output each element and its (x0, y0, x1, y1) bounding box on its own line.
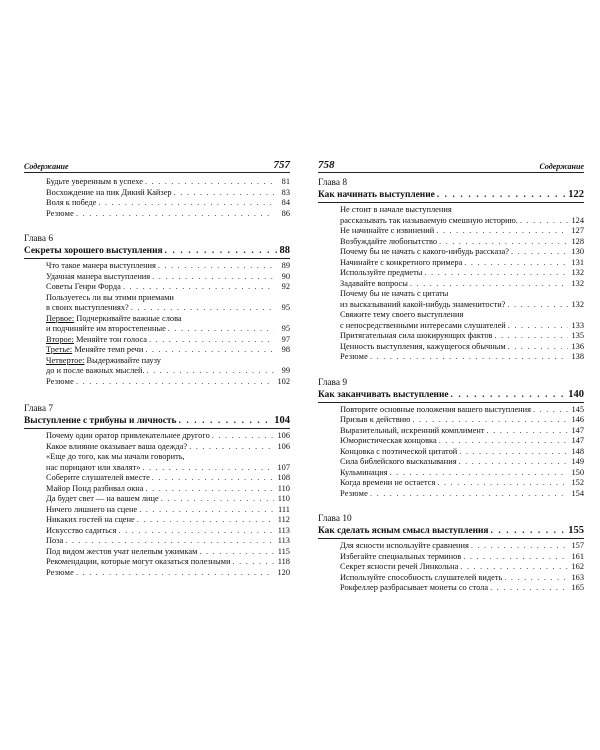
toc-entry: Концовка с поэтической цитатой . . . 148 (318, 447, 584, 458)
toc-entry: Будьте уверенным в успехе . . . 81 (24, 177, 290, 188)
toc-entry: Начинайте с конкретного примера . . . 131 (318, 258, 584, 269)
toc-entry-summary: Резюме . . . 138 (318, 352, 584, 363)
toc-entry: Когда времени не остается . . . 152 (318, 478, 584, 489)
toc-entry: Сила библейского высказывания . . . 149 (318, 457, 584, 468)
toc-entry: Почему один оратор привлекательнее другого . . . 106 (24, 431, 290, 442)
chapter-label: Глава 8 (318, 178, 348, 188)
chapter-label: Глава 7 (24, 404, 54, 414)
running-head-page-number: 758 (318, 159, 335, 171)
running-head-page-number: 757 (273, 159, 290, 171)
chapter-label: Глава 6 (24, 234, 54, 244)
chapter-title: Секреты хорошего выступления . . . 88 (24, 245, 290, 259)
toc-entry: Что такое манера выступления . . . 89 (24, 261, 290, 272)
toc-entry-multiline: Четвертое: Выдерживайте паузу до и после важных мыслей. . . . 99 (24, 356, 290, 377)
toc-entry: Восхождение на пик Дикий Кайзер . . . 83 (24, 188, 290, 199)
toc-entry: Призыв к действию . . . 146 (318, 415, 584, 426)
chapter-title: Как начинать выступление . . . 122 (318, 189, 584, 203)
toc-entry-summary: Резюме . . . 86 (24, 209, 290, 220)
toc-entry: Для ясности используйте сравнения . . . 157 (318, 541, 584, 552)
toc-entry-summary: Резюме . . . 120 (24, 568, 290, 579)
toc-entry: Ничего лишнего на сцене . . . 111 (24, 505, 290, 516)
toc-entry: Кульминация . . . 150 (318, 468, 584, 479)
toc-entry: Какое влияние оказывает ваша одежда? . . . 106 (24, 442, 290, 453)
toc-entry: Используйте способность слушателей видеть . . . 163 (318, 573, 584, 584)
toc-entry-multiline: Пользуетесь ли вы этими приемами в своих выступлениях? . . . 95 (24, 293, 290, 314)
toc-entry-multiline: Почему бы не начать с цитаты из высказываний какой-нибудь знаменитости? . . . 132 (318, 289, 584, 310)
toc-entry: Выразительный, искренний комплимент . . . 147 (318, 426, 584, 437)
toc-entry: Второе: Меняйте тон голоса . . . 97 (24, 335, 290, 346)
left-page (24, 160, 290, 578)
toc-entry: Воля к победе . . . 84 (24, 198, 290, 209)
chapter-title: Выступление с трибуны и личность . . . 104 (24, 415, 290, 429)
right-running-head (318, 160, 584, 173)
running-head-title: Содержание (539, 162, 584, 171)
toc-entry: Майор Понд разбивал окна . . . 110 (24, 484, 290, 495)
toc-entry: Искусство садиться . . . 113 (24, 526, 290, 537)
toc-entry: Повторите основные положения вашего выступления . . . 145 (318, 405, 584, 416)
chapter-title: Как заканчивать выступление . . . 140 (318, 389, 584, 403)
toc-entry: Притягательная сила шокирующих фактов . . . 135 (318, 331, 584, 342)
toc-entry: Рокфеллер разбрасывает монеты со стола . . . 165 (318, 583, 584, 594)
toc-entry: Возбуждайте любопытство . . . 128 (318, 237, 584, 248)
toc-entry: Поза . . . 113 (24, 536, 290, 547)
toc-entry: Избегайте специальных терминов . . . 161 (318, 552, 584, 563)
toc-entry-multiline: Первое: Подчеркивайте важные слова и подчиняйте им второстепенные . . . 95 (24, 314, 290, 335)
toc-entry-multiline: Не стоит в начале выступления рассказывать так называемую смешную историю. . . . 124 (318, 205, 584, 226)
toc-entry: Под видом жестов учат нелепым ужимкам . . . 115 (24, 547, 290, 558)
toc-entry-summary: Резюме . . . 154 (318, 489, 584, 500)
toc-entry: Задавайте вопросы . . . 132 (318, 279, 584, 290)
running-head-title: Содержание (24, 162, 69, 171)
toc-entry: Да будет свет — на вашем лице . . . 110 (24, 494, 290, 505)
toc-entry: Советы Генри Форда . . . 92 (24, 282, 290, 293)
toc-entry: Ценность выступления, кажущегося обычным . . . 136 (318, 342, 584, 353)
chapter-title: Как сделать ясным смысл выступления . . . 155 (318, 525, 584, 539)
toc-entry: Не начинайте с извинений . . . 127 (318, 226, 584, 237)
toc-entry-multiline: «Еще до того, как мы начали говорить, нас порицают или хвалят» . . . 107 (24, 452, 290, 473)
left-running-head (24, 160, 290, 173)
toc-entry: Никаких гостей на сцене . . . 112 (24, 515, 290, 526)
right-page (318, 160, 584, 594)
toc-entry: Удачная манера выступления . . . 90 (24, 272, 290, 283)
toc-entry-multiline: Свяжите тему своего выступления с непосредственными интересами слушателей . . . 133 (318, 310, 584, 331)
toc-entry: Третье: Меняйте темп речи . . . 98 (24, 345, 290, 356)
toc-entry: Рекомендации, которые могут оказаться полезными . . . 118 (24, 557, 290, 568)
chapter-label: Глава 9 (318, 377, 348, 388)
toc-entry: Секрет ясности речей Линкольна . . . 162 (318, 562, 584, 573)
toc-entry: Соберите слушателей вместе . . . 108 (24, 473, 290, 484)
chapter-label: Глава 10 (318, 514, 352, 524)
toc-entry-summary: Резюме . . . 102 (24, 377, 290, 388)
toc-entry: Юмористическая концовка . . . 147 (318, 436, 584, 447)
toc-entry: Используйте предметы . . . 132 (318, 268, 584, 279)
toc-entry: Почему бы не начать с какого-нибудь рассказа? . . . 130 (318, 247, 584, 258)
